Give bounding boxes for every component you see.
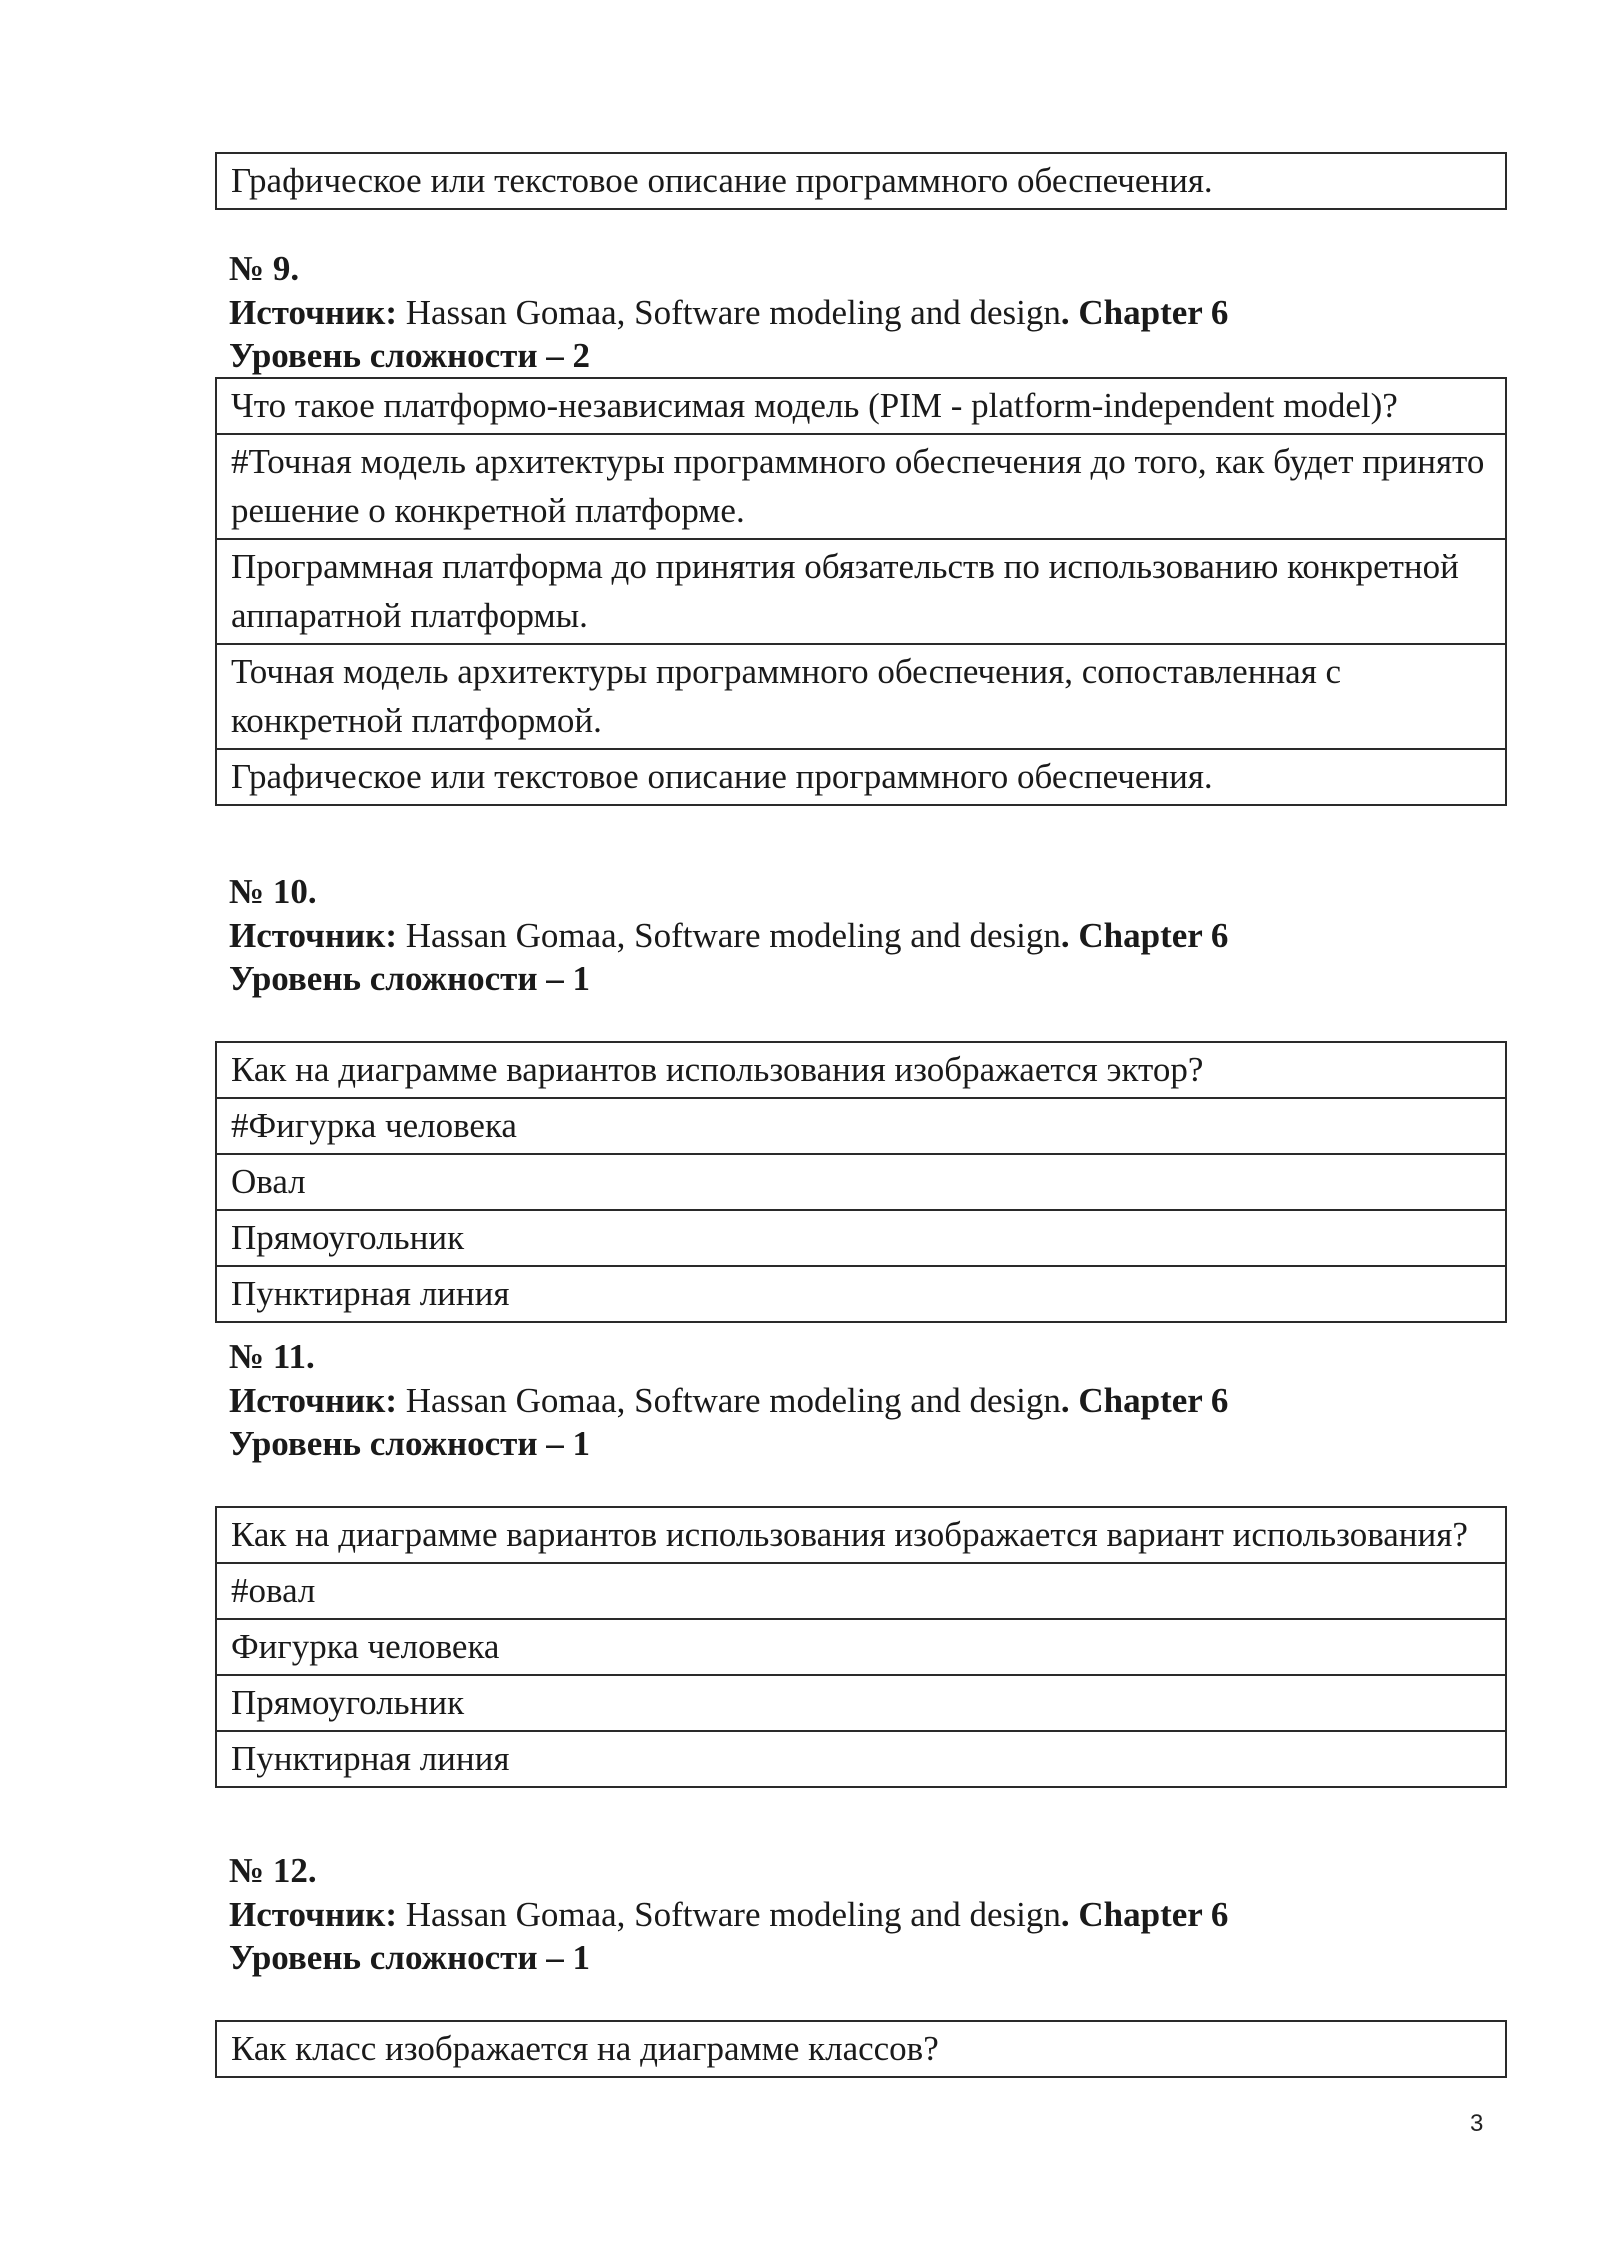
answer-cell: Пунктирная линия [216, 1731, 1506, 1787]
chapter-label: . Chapter 6 [1060, 1380, 1229, 1420]
question-number: № 9. [229, 249, 300, 288]
table-row [216, 153, 1506, 209]
table-row [216, 1563, 1506, 1619]
difficulty-level: Уровень сложности – 1 [229, 959, 591, 998]
answer-cell: Прямоугольник [216, 1675, 1506, 1731]
table-row [216, 539, 1506, 644]
table-row [216, 1731, 1506, 1787]
table-row [216, 749, 1506, 805]
source-text: Hassan Gomaa, Software modeling and design [396, 1380, 1061, 1420]
table-row [216, 378, 1506, 434]
question-header-11 [229, 1335, 1228, 1466]
source-label: Источник: [229, 915, 397, 955]
question-cell: Как класс изображается на диаграмме классов? [216, 2021, 1506, 2077]
table-row [216, 1675, 1506, 1731]
question-cell: Как на диаграмме вариантов использования изображается вариант использования? [216, 1507, 1506, 1563]
answer-table-top [215, 152, 1507, 210]
source-text: Hassan Gomaa, Software modeling and design [396, 292, 1061, 332]
table-row [216, 1210, 1506, 1266]
source-text: Hassan Gomaa, Software modeling and design [396, 915, 1061, 955]
source-label: Источник: [229, 1894, 397, 1934]
table-row [216, 644, 1506, 749]
answer-cell: Овал [216, 1154, 1506, 1210]
question-header-10 [229, 870, 1228, 1001]
source-text: Hassan Gomaa, Software modeling and design [396, 1894, 1061, 1934]
table-row [216, 2021, 1506, 2077]
table-row [216, 1042, 1506, 1098]
table-row [216, 1154, 1506, 1210]
answer-cell: #Точная модель архитектуры программного обеспечения до того, как будет принято решение о конкретной платформе. [216, 434, 1506, 539]
table-row [216, 1619, 1506, 1675]
difficulty-level: Уровень сложности – 2 [229, 336, 591, 375]
table-cell: Графическое или текстовое описание программного обеспечения. [216, 153, 1506, 209]
question-number: № 10. [229, 872, 317, 911]
question-cell: Что такое платформо-независимая модель (PIM - platform-independent model)? [216, 378, 1506, 434]
source-label: Источник: [229, 292, 397, 332]
question-header-9 [229, 247, 1228, 378]
answer-cell: Точная модель архитектуры программного обеспечения, сопоставленная с конкретной платформой. [216, 644, 1506, 749]
chapter-label: . Chapter 6 [1060, 1894, 1229, 1934]
answer-cell: Прямоугольник [216, 1210, 1506, 1266]
answer-cell: #овал [216, 1563, 1506, 1619]
question-cell: Как на диаграмме вариантов использования изображается эктор? [216, 1042, 1506, 1098]
answer-cell: Графическое или текстовое описание программного обеспечения. [216, 749, 1506, 805]
answer-table-9 [215, 377, 1507, 806]
table-row [216, 1098, 1506, 1154]
table-row [216, 1266, 1506, 1322]
answer-cell: #Фигурка человека [216, 1098, 1506, 1154]
answer-cell: Пунктирная линия [216, 1266, 1506, 1322]
question-header-12 [229, 1849, 1228, 1980]
chapter-label: . Chapter 6 [1060, 292, 1229, 332]
difficulty-level: Уровень сложности – 1 [229, 1938, 591, 1977]
difficulty-level: Уровень сложности – 1 [229, 1424, 591, 1463]
source-label: Источник: [229, 1380, 397, 1420]
table-row [216, 434, 1506, 539]
question-number: № 12. [229, 1851, 317, 1890]
answer-table-10 [215, 1041, 1507, 1323]
page-number: 3 [1470, 2110, 1484, 2137]
answer-cell: Программная платформа до принятия обязательств по использованию конкретной аппаратной платформы. [216, 539, 1506, 644]
question-number: № 11. [229, 1337, 315, 1376]
chapter-label: . Chapter 6 [1060, 915, 1229, 955]
answer-cell: Фигурка человека [216, 1619, 1506, 1675]
table-row [216, 1507, 1506, 1563]
answer-table-12 [215, 2020, 1507, 2078]
answer-table-11 [215, 1506, 1507, 1788]
